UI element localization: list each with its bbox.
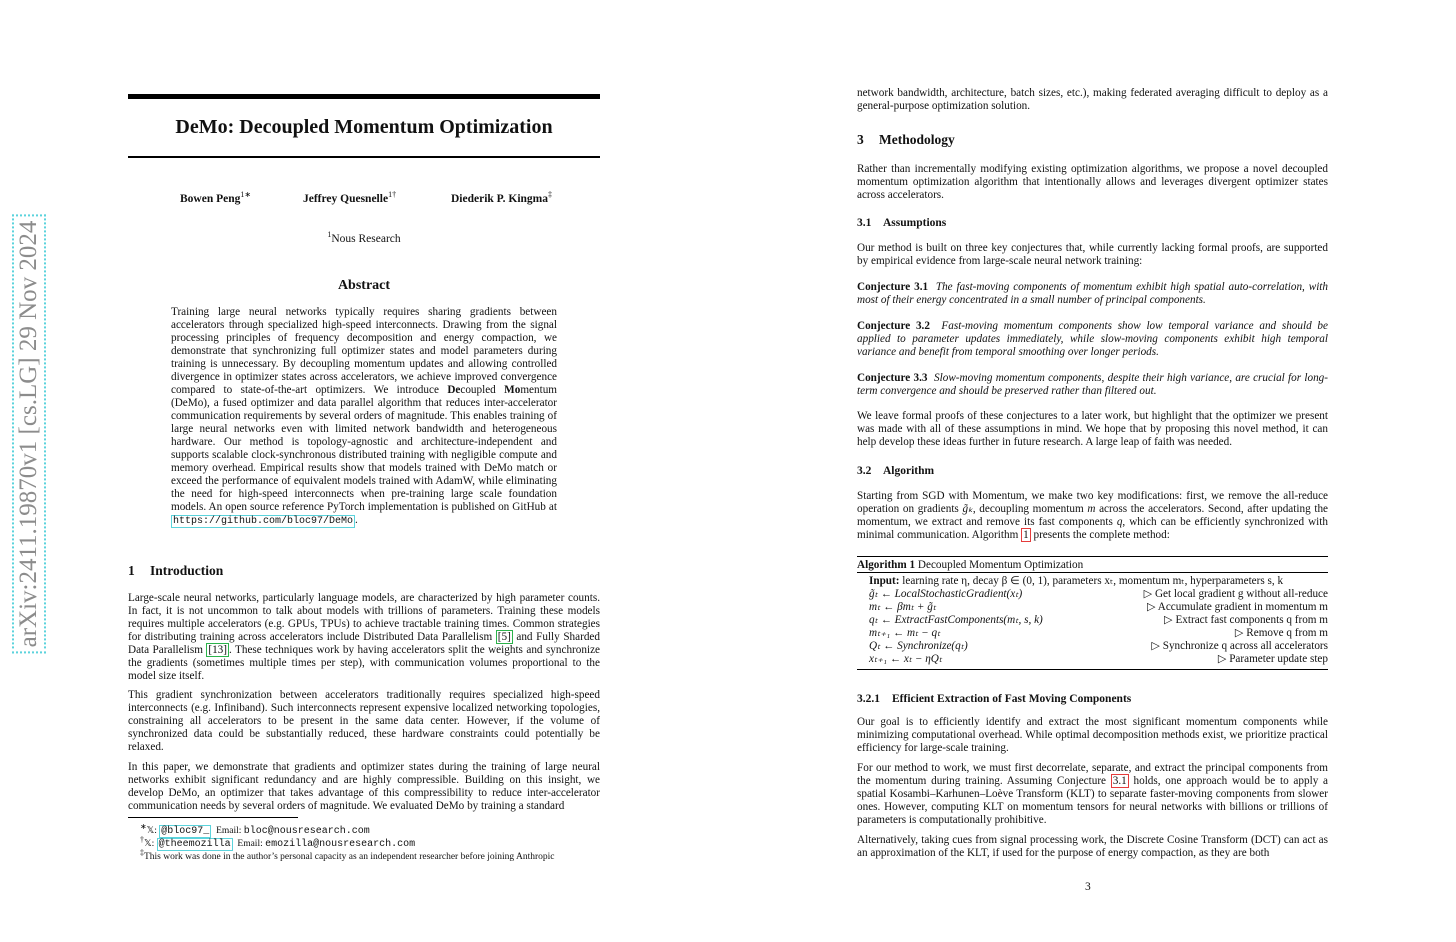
title-rule-bottom: [128, 156, 600, 158]
section-introduction-heading: 1 Introduction: [128, 563, 224, 578]
intro-paragraph-3: In this paper, we demonstrate that gradients and optimizer states during the training of large neural networks exhibit significant redundancy and are highly compressible. Building on this insight, we develop DeMo, an optimizer that takes advantage of this compressibility to reduce inter-accelerator communication needs by several orders of magnitude. We evaluated DeMo by training a standard: [128, 761, 600, 812]
abstract-heading: Abstract: [337, 278, 391, 293]
arxiv-stamp-text: arXiv:2411.19870v1 [cs.LG] 29 Nov 2024: [12, 215, 46, 654]
email-bloc: bloc@nousresearch.com: [243, 826, 370, 838]
author-2: Jeffrey Quesnelle$^{1\dagger}$: [303, 190, 397, 205]
subsubsection-extraction-heading: 3.2.1 Efficient Extraction of Fast Moving Components: [857, 693, 1132, 705]
conjecture-ref-link[interactable]: 3.1: [1112, 775, 1127, 787]
footnote-1: ∗𝕏: @bloc97_ Email: bloc@nousresearch.com: [140, 822, 370, 838]
affiliation: $^1$Nous Research: [327, 230, 401, 245]
subsection-assumptions-heading: 3.1 Assumptions: [857, 217, 947, 229]
email-emozilla: emozilla@nousresearch.com: [265, 839, 416, 851]
footnote-2: †𝕏: @theemozilla Email: emozilla@nousresearch.com: [140, 835, 416, 851]
section-methodology-heading: 3 Methodology: [857, 132, 955, 147]
conjecture-3-3: Conjecture 3.3 Slow-moving momentum components, despite their high variance, are crucial for long-term convergence and should be preserved rather than filtered out.: [857, 372, 1328, 397]
algorithm-caption: Algorithm 1 Decoupled Momentum Optimization: [857, 556, 1328, 573]
author-3: Diederik P. Kingma‡: [451, 190, 553, 205]
footnote-rule: [128, 817, 298, 818]
algorithm-paragraph: Starting from SGD with Momentum, we make two key modifications: first, we remove the all-reduce operation on gradients g̃ₖ, decoupling momentum m across the accelerators. Second, after updating the momentum, we extract and remove its fast components q, which can be efficiently synchronized with minimal communication. Algorithm 1 presents the complete method:: [857, 490, 1329, 541]
author-1: Bowen Peng$^{1∗}$: [180, 190, 252, 205]
algorithm-step: qₜ ← ExtractFastComponents(mₜ, s, k) ▷ Extract fast components q from m: [869, 614, 1328, 626]
github-link[interactable]: https://github.com/bloc97/DeMo: [173, 516, 354, 527]
methodology-paragraph: Rather than incrementally modifying existing optimization algorithms, we propose a novel decoupled momentum optimization algorithm that intentionally allows and leverages divergent optimizer states across accelerators.: [857, 163, 1328, 201]
algorithm-step: Qₜ ← Synchronize(qₜ) ▷ Synchronize q across all accelerators: [869, 640, 1328, 652]
algorithm-step: g̃ₜ ← LocalStochasticGradient(xₜ) ▷ Get local gradient g without all-reduce: [869, 588, 1328, 600]
algorithm-ref-link[interactable]: 1: [1023, 529, 1029, 541]
citation-13[interactable]: [13]: [208, 644, 227, 656]
abstract-body: Training large neural networks typically requires sharing gradients between accelerators through specialized high-speed interconnects. Drawing from the signal processing principles of frequency decomposition and energy compaction, we demonstrate that synchronizing full optimizer states and model parameters during training is unnecessary. By decoupling momentum updates and allowing controlled divergence in optimizer states across accelerators, we achieve improved convergence compared to state-of-the-art optimizers. We introduce Decoupled Momentum (DeMo), a fused optimizer and data parallel algorithm that reduces inter-accelerator communication requirements by several orders of magnitude. This enables training of large neural networks even with limited network bandwidth and heterogeneous hardware. Our method is topology-agnostic and architecture-independent and supports scalable clock-synchronous distributed training with negligible compute and memory overhead. Empirical results show that models trained with DeMo match or exceed the performance of equivalent models trained with AdamW, while eliminating the need for high-speed interconnects when pre-training large scale foundation models. An open source reference PyTorch implementation is published on GitHub at https://github.com/bloc97/DeMo .: [171, 306, 557, 527]
algorithm-step: mₜ ← βmₜ + g̃ₜ ▷ Accumulate gradient in momentum m: [869, 601, 1328, 613]
citation-5[interactable]: [5]: [497, 631, 511, 643]
assumptions-paragraph: Our method is built on three key conjectures that, while currently lacking formal proofs, are supported by empirical evidence from large-scale neural network training:: [857, 242, 1328, 267]
title-rule-top: [128, 94, 600, 99]
page-number: 3: [1085, 881, 1091, 893]
algorithm-step: xₜ₊₁ ← xₜ − ηQₜ ▷ Parameter update step: [869, 653, 1328, 665]
footnote-3: ‡This work was done in the author’s personal capacity as an independent researcher before joining Anthropic: [140, 848, 555, 863]
extraction-paragraph-3: Alternatively, taking cues from signal processing work, the Discrete Cosine Transform (DCT) can act as an approximation of the KLT, if used for the purpose of energy compaction, as they are both: [857, 834, 1328, 859]
algorithm-1-box: [857, 556, 1328, 670]
twitter-link-bloc97[interactable]: @bloc97_: [161, 826, 210, 838]
arxiv-stamp[interactable]: [12, 222, 46, 646]
intro-paragraph-1: Large-scale neural networks, particularly language models, are characterized by high parameter counts. In fact, it is not uncommon to talk about models with trillions of parameters. Training these models requires multiple accelerators (e.g. GPUs, TPUs) to achieve tractable training times. Common strategies for distributing training across accelerators include Distributed Data Parallelism [5] and Fully Sharded Data Parallelism [13] . These techniques work by having accelerators split the weights and synchronize the gradients (sometimes multiple times per step), with communication volumes proportional to the model size itself.: [128, 592, 600, 682]
algorithm-input-row: Input: learning rate η, decay β ∈ (0, 1), parameters xₜ, momentum mₜ, hyperparameters s, k: [869, 575, 1284, 587]
extraction-paragraph-1: Our goal is to efficiently identify and extract the most significant momentum components while minimizing computational overhead. While optimal decomposition methods exist, we prioritize practical efficiency for large-scale training.: [857, 716, 1328, 754]
algorithm-step: mₜ₊₁ ← mₜ − qₜ ▷ Remove q from m: [869, 627, 1328, 639]
leave-proofs-paragraph: We leave formal proofs of these conjectures to a later work, but highlight that the optimizer we present was made with all of these assumptions in mind. We hope that by proposing this novel method, it can help develop these ideas further in future research. A large leap of faith was needed.: [857, 410, 1328, 448]
twitter-link-theemozilla[interactable]: @theemozilla: [158, 839, 231, 851]
intro-paragraph-2: This gradient synchronization between accelerators traditionally requires specialized high-speed interconnects (e.g. Infiniband). Such interconnects represent expensive localized networking topologies, constraining all accelerators to be present in the same data center. However, if the volume of synchronized data could be substantially reduced, these hardware constraints could potentially be relaxed.: [128, 689, 600, 753]
continuation-paragraph: network bandwidth, architecture, batch sizes, etc.), making federated averaging difficult to deploy as a general-purpose optimization solution.: [857, 87, 1328, 112]
extraction-paragraph-2: For our method to work, we must first decorrelate, separate, and extract the principal components from the momentum during training. Assuming Conjecture 3.1 holds, one approach would be to apply a spatial Kosambi–Karhunen–Loève Transform (KLT) to separate faster-moving components from slower ones. However, computing KLT on momentum tensors for neural networks with billions or trillions of parameters is computationally prohibitive.: [857, 762, 1328, 826]
conjecture-3-2: Conjecture 3.2 Fast-moving momentum components show low temporal variance and should be applied to parameter updates immediately, while slow-moving components exhibit high temporal variance and benefit from temporal smoothing over longer periods.: [857, 320, 1328, 358]
paper-title: DeMo: Decoupled Momentum Optimization: [175, 116, 553, 138]
subsection-algorithm-heading: 3.2 Algorithm: [857, 465, 935, 477]
conjecture-3-1: Conjecture 3.1 The fast-moving components of momentum exhibit high spatial auto-correlation, with most of their energy concentrated in a small number of principal components.: [857, 281, 1328, 306]
